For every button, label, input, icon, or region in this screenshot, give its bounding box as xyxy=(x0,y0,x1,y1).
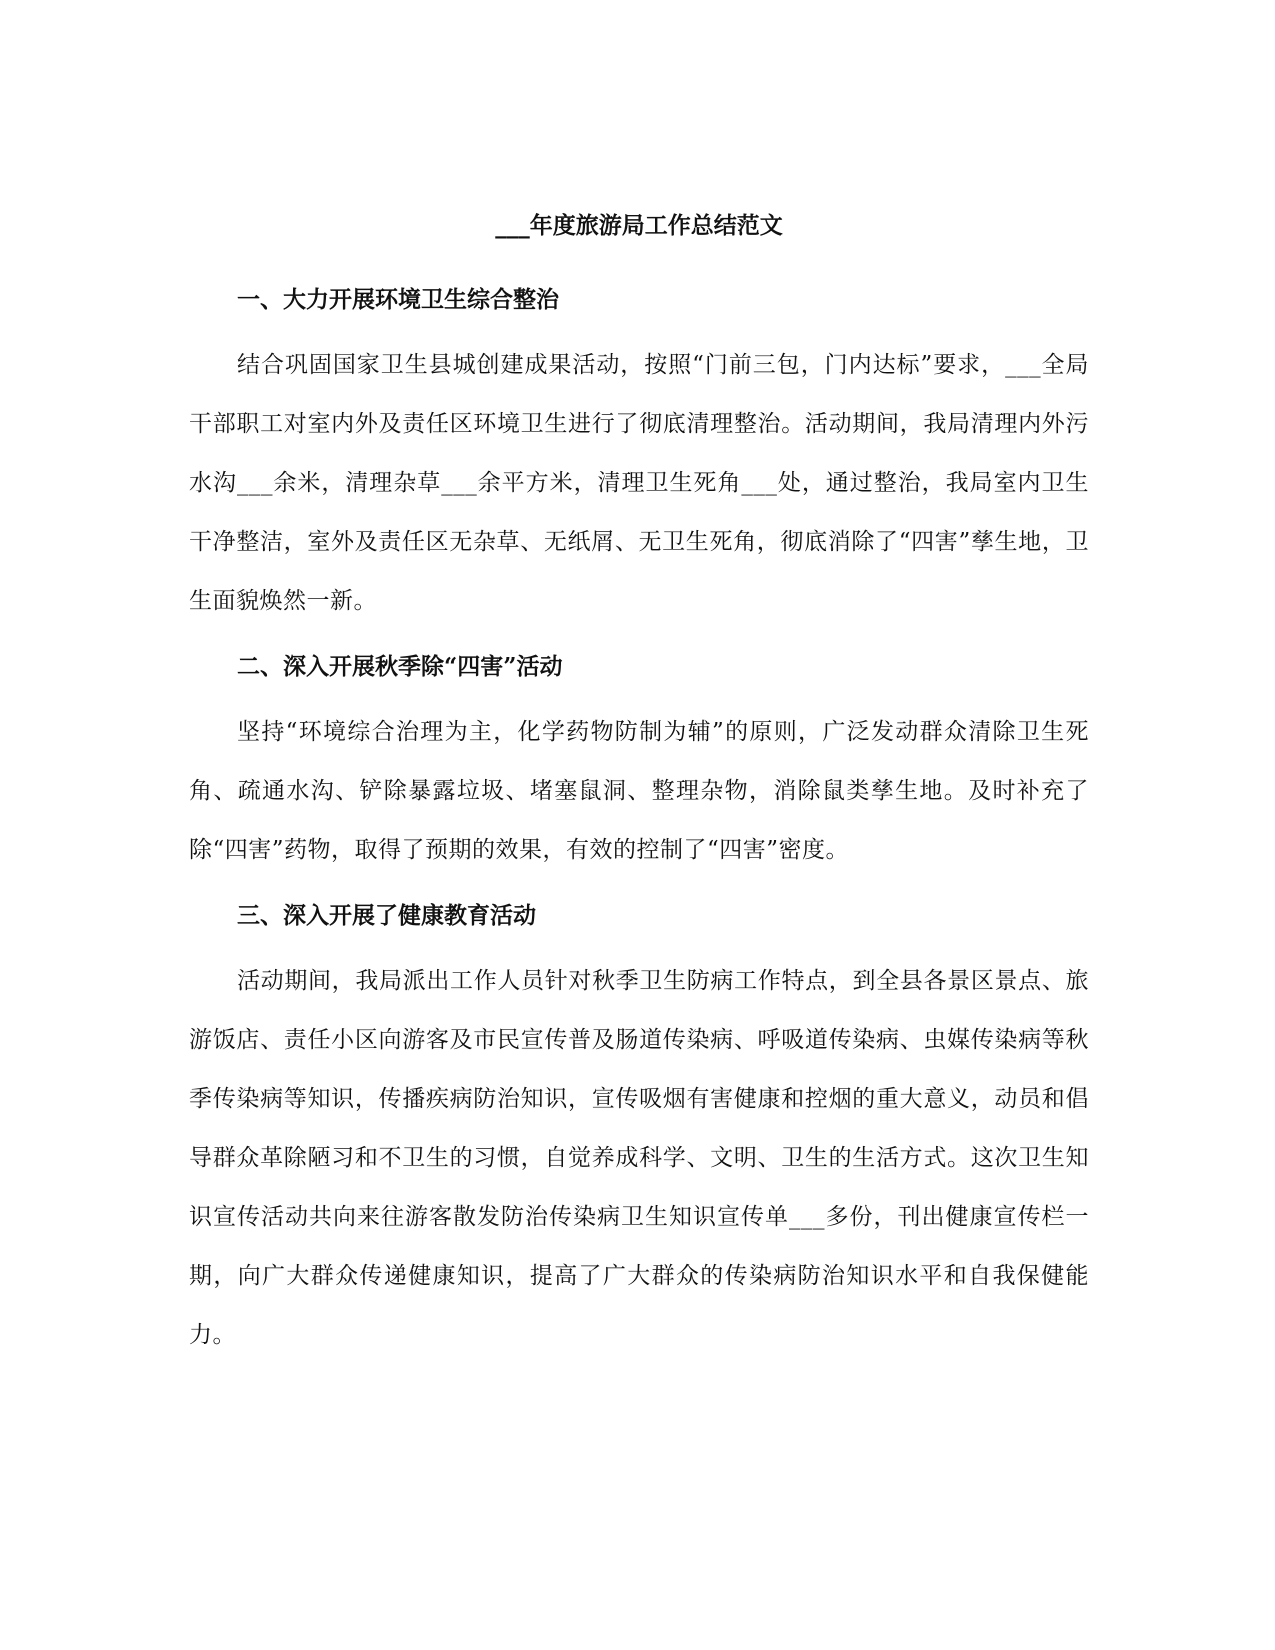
section-paragraph-3: 活动期间，我局派出工作人员针对秋季卫生防病工作特点，到全县各景区景点、旅游饭店、责任小区向游客及市民宣传普及肠道传染病、呼吸道传染病、虫媒传染病等秋季传染病等知识，传播疾病防治知识，宣传吸烟有害健康和控烟的重大意义，动员和倡导群众革除陋习和不卫生的习惯，自觉养成科学、文明、卫生的生活方式。这次卫生知识宣传活动共向来往游客散发防治传染病卫生知识宣传单___多份，刊出健康宣传栏一期，向广大群众传递健康知识，提高了广大群众的传染病防治知识水平和自我保健能力。 xyxy=(189,968,1089,1348)
section-paragraph-1: 结合巩固国家卫生县城创建成果活动，按照“门前三包，门内达标”要求，___全局干部职工对室内外及责任区环境卫生进行了彻底清理整治。活动期间，我局清理内外污水沟___余米，清理杂草___余平方米，清理卫生死角___处，通过整治，我局室内卫生干净整洁，室外及责任区无杂草、无纸屑、无卫生死角，彻底消除了“四害”孳生地，卫生面貌焕然一新。 xyxy=(189,352,1089,614)
section-heading-1: 一、大力开展环境卫生综合整治 xyxy=(237,286,559,313)
section-heading-3: 三、深入开展了健康教育活动 xyxy=(237,902,536,929)
section-paragraph-2: 坚持“环境综合治理为主，化学药物防制为辅”的原则，广泛发动群众清除卫生死角、疏通水沟、铲除暴露垃圾、堵塞鼠洞、整理杂物，消除鼠类孳生地。及时补充了除“四害”药物，取得了预期的效果，有效的控制了“四害”密度。 xyxy=(189,719,1089,863)
section-heading-2: 二、深入开展秋季除“四害”活动 xyxy=(237,653,563,680)
document-content xyxy=(189,202,1089,1377)
document-title: ___年度旅游局工作总结范文 xyxy=(495,212,783,239)
